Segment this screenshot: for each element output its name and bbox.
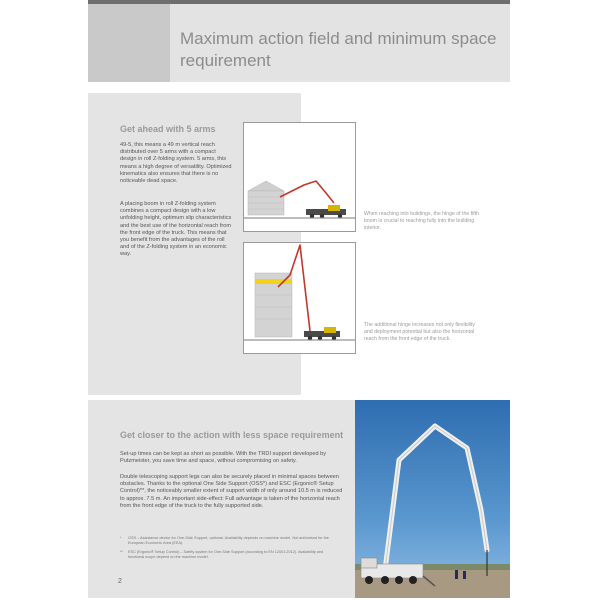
caption-figure2: The additional hinge increases not only flexibility and deployment potential but also the horizontal reach from the front edge of the truck.: [364, 322, 476, 342]
footnote2-mark: **: [120, 550, 123, 554]
header-accent-block: [88, 4, 170, 82]
figure-silo-reach: [243, 122, 356, 232]
page-title: Maximum action field and minimum space requirement: [180, 29, 497, 70]
footnote2: ESC (Ergonic® Setup Control) – Safety system for One-Side Support (according to EN 12001:2012). Availability and functional scope depend on the machine model.: [128, 550, 324, 559]
footnote1: OSS – Assistance device for One-Side Support, optional. Availability depends on machine model. Not authorised for the European Economic Area (EEA).: [128, 536, 329, 545]
figure-vertical-reach: [243, 242, 356, 354]
section1-heading: Get ahead with 5 arms: [120, 124, 216, 134]
footnote1-mark: *: [120, 536, 122, 540]
section2-paragraph2: Double telescoping support legs can also be securely placed in minimal spaces between obstacles. Thanks to the optional One Side Support (OSS*) and ESC (Ergonic® Setup Control)**, the noticeably smaller extent of support width of only around 10.5 m is reduced to approx. 7.5 m. An important side-effect: Full advantage is taken of the horizontal reach from the front edge of the truck to the fully supported side.: [120, 474, 343, 509]
page-number: 2: [118, 578, 122, 585]
vertical-reach-illustration: [244, 243, 355, 353]
concrete-pump-photo: [355, 400, 510, 598]
concrete-pump-truck-image: [355, 400, 510, 598]
silo-reach-illustration: [244, 123, 355, 231]
section1-paragraph1: 49-5, this means a 49 m vertical reach distributed over 5 arms with a compact design in roll Z-folding system. 5 arms, this means a high degree of versatility. Optimized kinematics also ensures that there is no noticeable dead space.: [120, 142, 232, 185]
section2-heading: Get closer to the action with less space requirement: [120, 430, 344, 440]
section1-paragraph2: A placing boom in roll Z-folding system combines a compact design with a low unfolding height, optimum slip characteristics and the best use of the horizontal reach from the front edge of the truck. This means that you benefit from the advantages of the roll and of the Z-folding system in an economic way.: [120, 201, 232, 258]
section2-paragraph1: Set-up times can be kept as short as possible. With the TRDI support developed by Putzmeister, you save time and space, without compromising on safety.: [120, 451, 327, 465]
caption-figure1: When reaching into buildings, the hinge of the fifth boom is crucial to reaching fully into the building interior.: [364, 211, 480, 231]
